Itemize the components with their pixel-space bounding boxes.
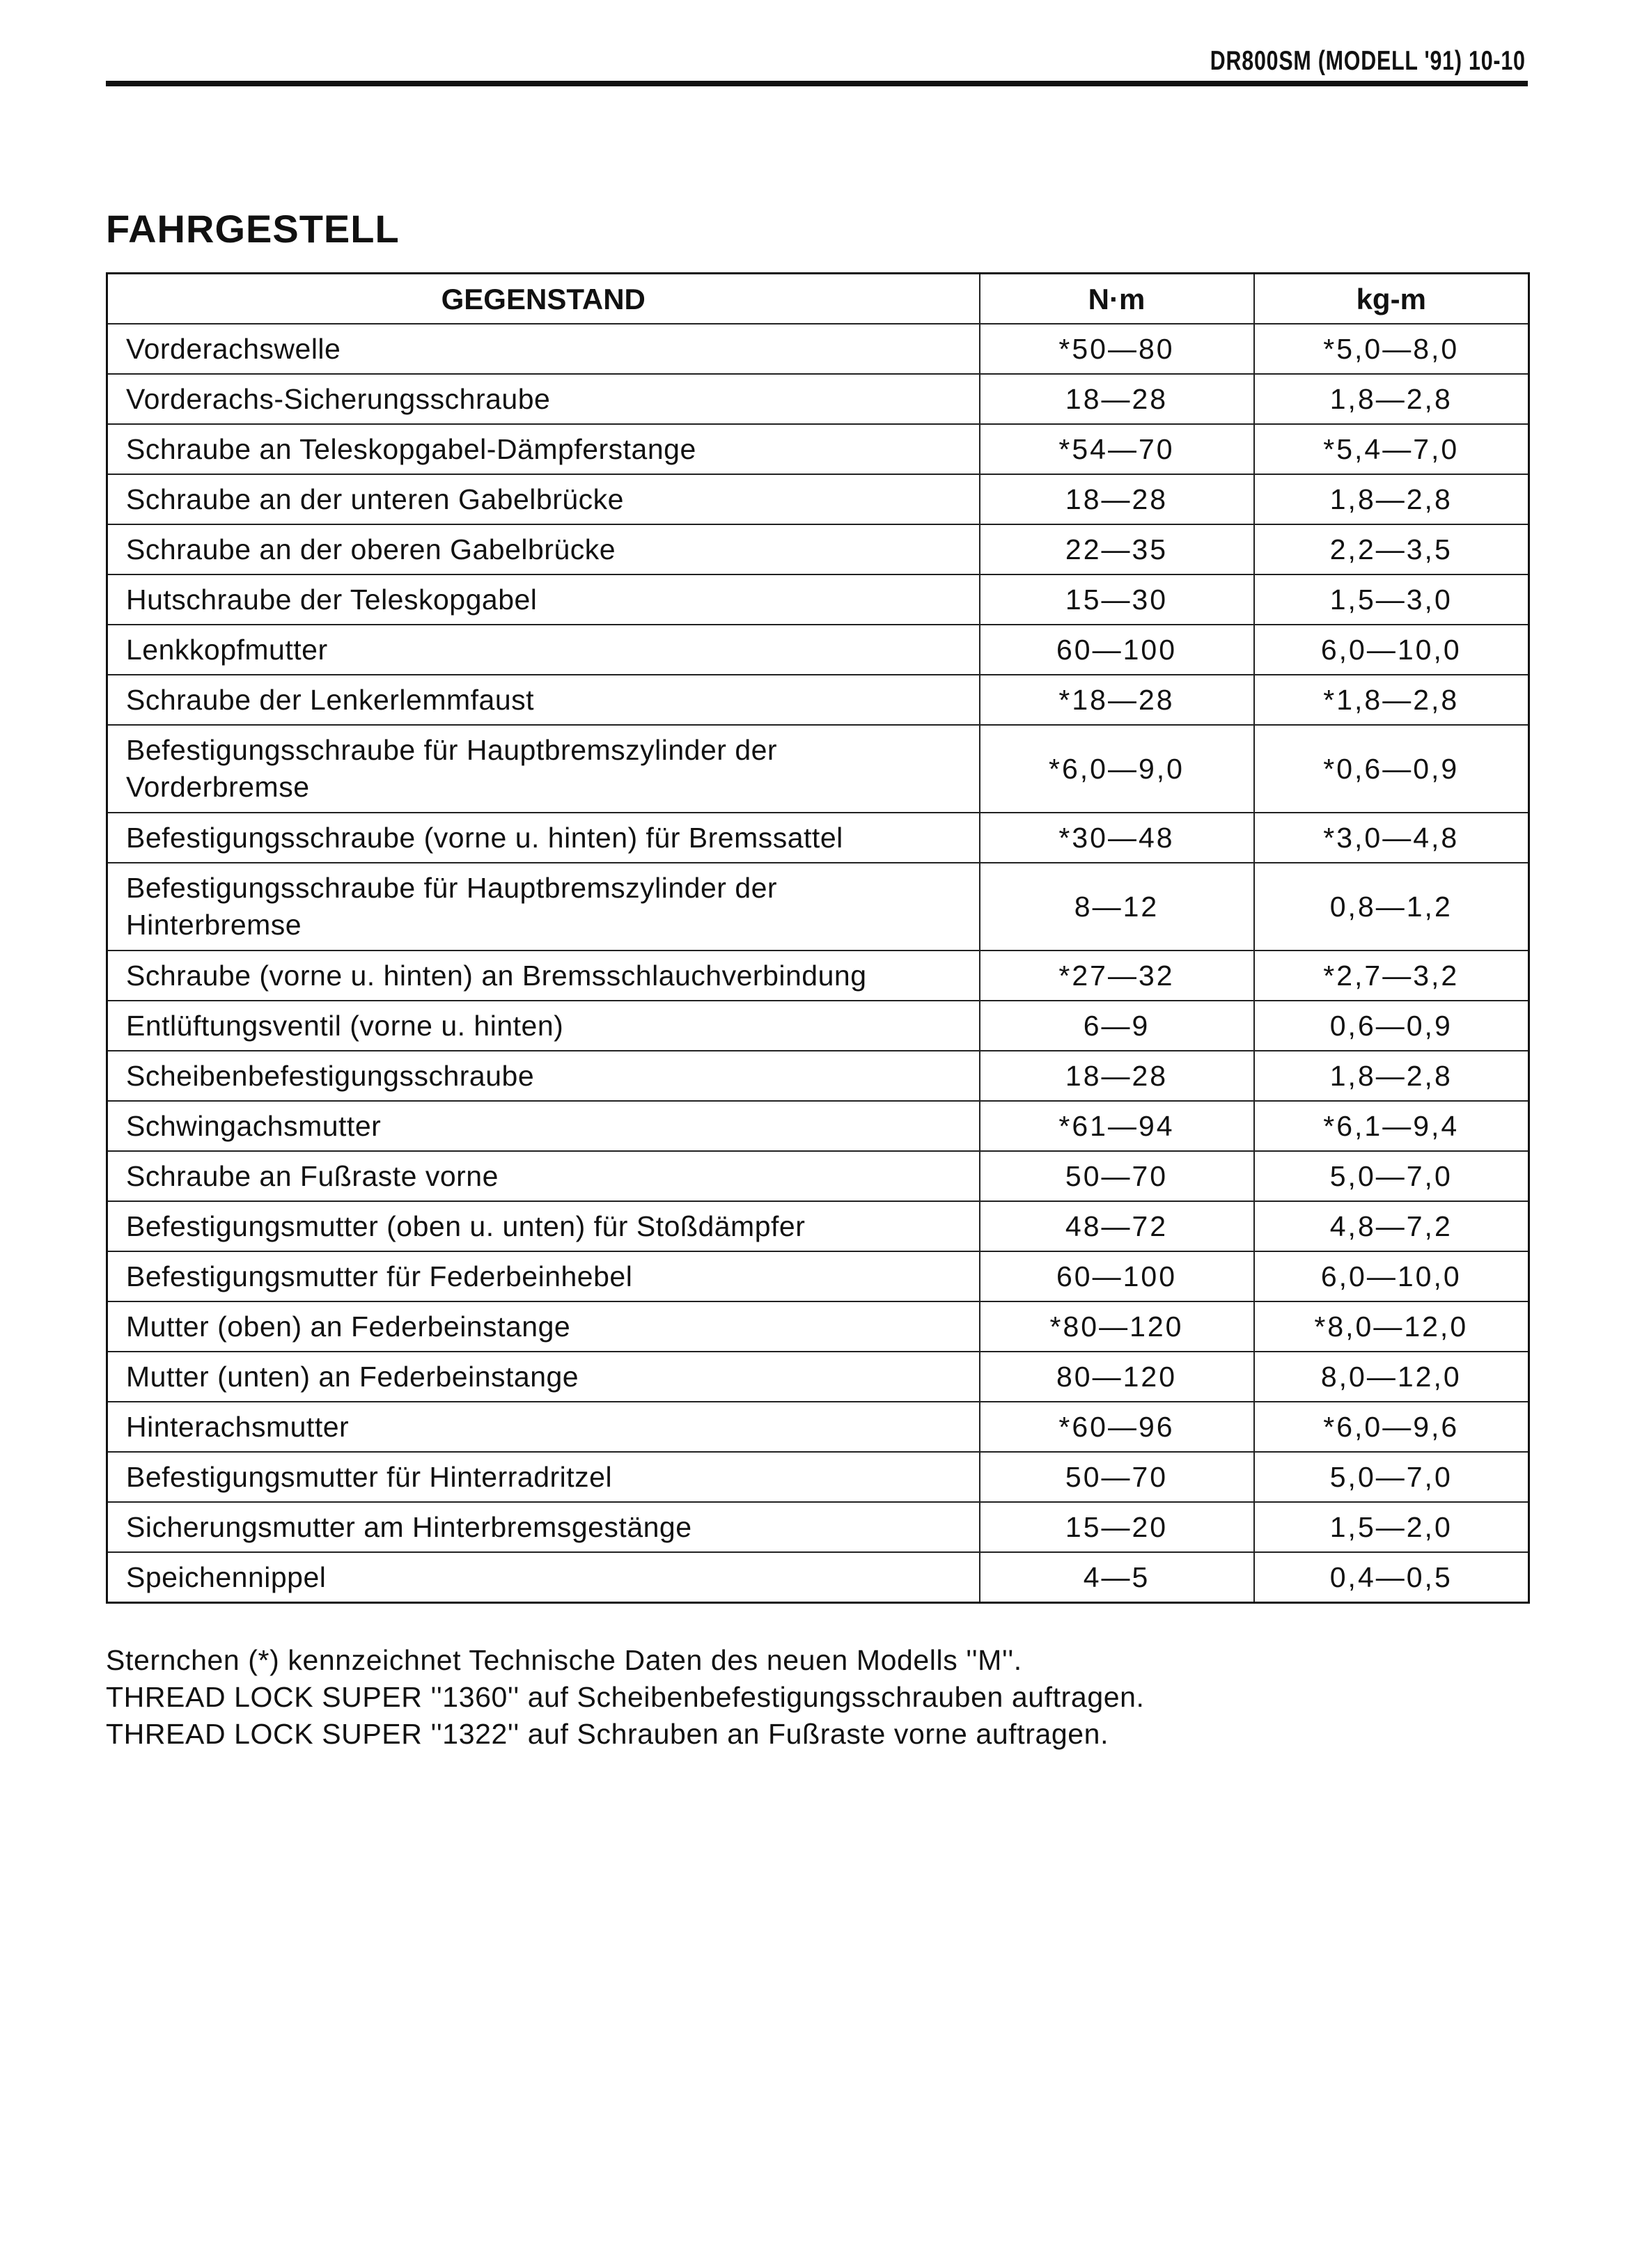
cell-item: Scheibenbefestigungsschraube: [107, 1051, 980, 1101]
footnote-thread-lock-1360: THREAD LOCK SUPER ''1360'' auf Scheibenbefestigungsschrauben auftragen.: [106, 1681, 1145, 1713]
cell-item: Befestigungsmutter (oben u. unten) für Stoßdämpfer: [107, 1201, 980, 1251]
cell-nm: 8—12: [980, 863, 1254, 951]
table-row: [107, 863, 1529, 951]
cell-nm: *54—70: [980, 424, 1254, 474]
table-body: [107, 324, 1529, 1603]
cell-item: Befestigungsschraube (vorne u. hinten) für Bremssattel: [107, 813, 980, 863]
cell-item: Schraube an Fußraste vorne: [107, 1151, 980, 1201]
cell-item-line: Hinterbremse: [126, 909, 302, 941]
cell-kgm: 1,5—2,0: [1254, 1502, 1529, 1552]
cell-item: [107, 863, 980, 951]
cell-nm: *30—48: [980, 813, 1254, 863]
cell-nm: 80—120: [980, 1352, 1254, 1402]
column-header-kgm: kg-m: [1254, 274, 1529, 324]
cell-kgm: *3,0—4,8: [1254, 813, 1529, 863]
cell-kgm: 5,0—7,0: [1254, 1452, 1529, 1502]
cell-nm: *18—28: [980, 675, 1254, 725]
cell-nm: 15—30: [980, 574, 1254, 625]
cell-item: Schwingachsmutter: [107, 1101, 980, 1151]
cell-item: Speichennippel: [107, 1552, 980, 1603]
cell-nm: 18—28: [980, 474, 1254, 524]
cell-nm: 22—35: [980, 524, 1254, 574]
cell-nm: *50—80: [980, 324, 1254, 374]
cell-kgm: *5,4—7,0: [1254, 424, 1529, 474]
table-row: [107, 1552, 1529, 1603]
table-row: [107, 675, 1529, 725]
cell-item: Entlüftungsventil (vorne u. hinten): [107, 1001, 980, 1051]
cell-nm: 15—20: [980, 1502, 1254, 1552]
table-row: [107, 524, 1529, 574]
cell-nm: 60—100: [980, 625, 1254, 675]
table-row: [107, 951, 1529, 1001]
table-row: [107, 1151, 1529, 1201]
cell-kgm: 1,8—2,8: [1254, 1051, 1529, 1101]
cell-kgm: *1,8—2,8: [1254, 675, 1529, 725]
cell-kgm: 6,0—10,0: [1254, 1251, 1529, 1301]
table-row: [107, 1001, 1529, 1051]
cell-kgm: 0,6—0,9: [1254, 1001, 1529, 1051]
table-row: [107, 625, 1529, 675]
cell-item: Mutter (oben) an Federbeinstange: [107, 1301, 980, 1352]
cell-item: Vorderachs-Sicherungsschraube: [107, 374, 980, 424]
cell-item-line: Befestigungsschraube für Hauptbremszylinder der: [126, 872, 778, 904]
cell-item-line: Befestigungsschraube für Hauptbremszylinder der: [126, 734, 778, 766]
cell-item: Schraube (vorne u. hinten) an Bremsschlauchverbindung: [107, 951, 980, 1001]
column-header-item: GEGENSTAND: [107, 274, 980, 324]
cell-kgm: 8,0—12,0: [1254, 1352, 1529, 1402]
cell-kgm: *2,7—3,2: [1254, 951, 1529, 1001]
cell-kgm: 0,8—1,2: [1254, 863, 1529, 951]
table-row: [107, 1201, 1529, 1251]
cell-item: [107, 725, 980, 813]
cell-kgm: *6,0—9,6: [1254, 1402, 1529, 1452]
table-row: [107, 474, 1529, 524]
footnote-asterisk: Sternchen (*) kennzeichnet Technische Daten des neuen Modells ''M''.: [106, 1644, 1022, 1676]
table-row: [107, 1352, 1529, 1402]
cell-kgm: *8,0—12,0: [1254, 1301, 1529, 1352]
cell-kgm: 1,8—2,8: [1254, 474, 1529, 524]
table-row: [107, 1301, 1529, 1352]
cell-nm: 48—72: [980, 1201, 1254, 1251]
table-row: [107, 424, 1529, 474]
footnote-thread-lock-1322: THREAD LOCK SUPER ''1322'' auf Schrauben an Fußraste vorne auftragen.: [106, 1718, 1109, 1750]
cell-kgm: 4,8—7,2: [1254, 1201, 1529, 1251]
footnotes: [106, 1642, 1145, 1753]
cell-item: Mutter (unten) an Federbeinstange: [107, 1352, 980, 1402]
cell-kgm: 1,8—2,8: [1254, 374, 1529, 424]
cell-kgm: *5,0—8,0: [1254, 324, 1529, 374]
table-header-row: [107, 274, 1529, 324]
cell-item: Schraube an der unteren Gabelbrücke: [107, 474, 980, 524]
cell-nm: 18—28: [980, 1051, 1254, 1101]
cell-item: Vorderachswelle: [107, 324, 980, 374]
cell-kgm: 6,0—10,0: [1254, 625, 1529, 675]
page-header-reference: DR800SM (MODELL '91) 10-10: [1210, 46, 1526, 76]
cell-nm: 50—70: [980, 1452, 1254, 1502]
table-row: [107, 1502, 1529, 1552]
table-row: [107, 374, 1529, 424]
cell-nm: *60—96: [980, 1402, 1254, 1452]
cell-item: Schraube an der oberen Gabelbrücke: [107, 524, 980, 574]
table-row: [107, 813, 1529, 863]
header-rule: [106, 81, 1528, 86]
cell-kgm: 1,5—3,0: [1254, 574, 1529, 625]
table-row: [107, 1251, 1529, 1301]
table-row: [107, 1051, 1529, 1101]
column-header-nm: N·m: [980, 274, 1254, 324]
cell-item: Schraube der Lenkerlemmfaust: [107, 675, 980, 725]
cell-nm: *27—32: [980, 951, 1254, 1001]
cell-nm: *80—120: [980, 1301, 1254, 1352]
cell-kgm: 0,4—0,5: [1254, 1552, 1529, 1603]
cell-kgm: 2,2—3,5: [1254, 524, 1529, 574]
table-row: [107, 725, 1529, 813]
cell-nm: 18—28: [980, 374, 1254, 424]
table-row: [107, 1402, 1529, 1452]
cell-kgm: *0,6—0,9: [1254, 725, 1529, 813]
table-row: [107, 1101, 1529, 1151]
table-header: [107, 274, 1529, 324]
cell-item-line: Vorderbremse: [126, 771, 310, 803]
cell-item: Befestigungsmutter für Hinterradritzel: [107, 1452, 980, 1502]
cell-nm: 50—70: [980, 1151, 1254, 1201]
cell-nm: *6,0—9,0: [980, 725, 1254, 813]
cell-nm: *61—94: [980, 1101, 1254, 1151]
cell-nm: 60—100: [980, 1251, 1254, 1301]
cell-item: Schraube an Teleskopgabel-Dämpferstange: [107, 424, 980, 474]
table-row: [107, 324, 1529, 374]
cell-nm: 6—9: [980, 1001, 1254, 1051]
cell-item: Lenkkopfmutter: [107, 625, 980, 675]
cell-item: Befestigungsmutter für Federbeinhebel: [107, 1251, 980, 1301]
section-title: FAHRGESTELL: [106, 207, 400, 251]
cell-item: Hutschraube der Teleskopgabel: [107, 574, 980, 625]
cell-kgm: 5,0—7,0: [1254, 1151, 1529, 1201]
table-row: [107, 1452, 1529, 1502]
cell-item: Sicherungsmutter am Hinterbremsgestänge: [107, 1502, 980, 1552]
cell-item: Hinterachsmutter: [107, 1402, 980, 1452]
cell-kgm: *6,1—9,4: [1254, 1101, 1529, 1151]
table-row: [107, 574, 1529, 625]
cell-nm: 4—5: [980, 1552, 1254, 1603]
torque-table: [106, 272, 1530, 1604]
